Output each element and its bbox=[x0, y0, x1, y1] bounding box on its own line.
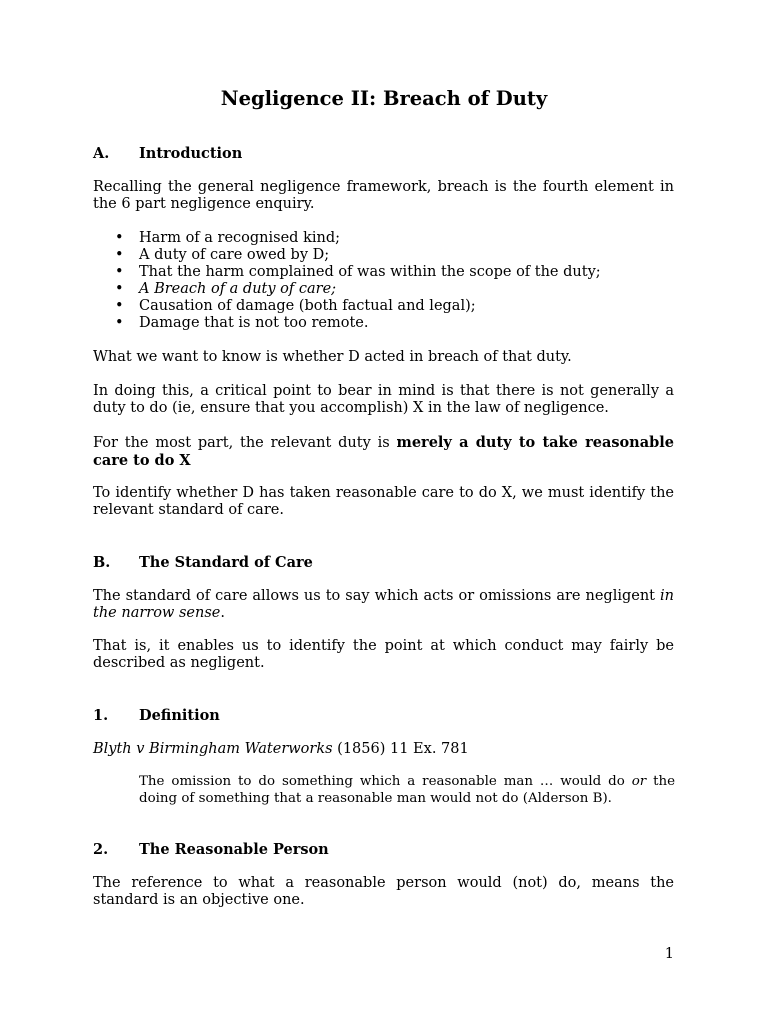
subsection-2-heading bbox=[93, 841, 329, 858]
bullet-icon: • bbox=[115, 247, 124, 263]
section-number: 1. bbox=[93, 707, 109, 724]
paragraph-intro: Recalling the general negligence framework, breach is the fourth element in the 6 part negligence enquiry. bbox=[93, 179, 674, 212]
paragraph-relevant-duty: For the most part, the relevant duty is merely a duty to take reasonable care to do X bbox=[93, 434, 674, 469]
list-item-emphasized: • A Breach of a duty of care; bbox=[115, 281, 337, 297]
section-heading-text: Introduction bbox=[139, 145, 243, 162]
section-b-heading bbox=[93, 554, 313, 571]
emphasis-text: merely a duty to take reasonable care to do X bbox=[93, 434, 674, 469]
block-quote: The omission to do something which a reasonable man … would do or the doing of something that a reasonable man would not do (Alderson B). bbox=[139, 774, 675, 806]
section-heading-text: The Reasonable Person bbox=[139, 841, 329, 858]
bullet-icon: • bbox=[115, 264, 124, 280]
bullet-icon: • bbox=[115, 315, 124, 331]
negligence-elements-list bbox=[115, 230, 675, 332]
list-item: • A duty of care owed by D; bbox=[115, 247, 330, 263]
paragraph-breach-question: What we want to know is whether D acted in breach of that duty. bbox=[93, 349, 572, 365]
section-a-heading bbox=[93, 145, 242, 162]
case-reference: (1856) 11 Ex. 781 bbox=[332, 741, 469, 757]
section-heading-text: The Standard of Care bbox=[139, 554, 313, 571]
subsection-1-heading bbox=[93, 707, 220, 724]
section-number: A. bbox=[93, 145, 110, 162]
paragraph-conduct-negligent: That is, it enables us to identify the point at which conduct may fairly be described as negligent. bbox=[93, 638, 674, 671]
section-heading-text: Definition bbox=[139, 707, 220, 724]
bullet-icon: • bbox=[115, 281, 124, 297]
list-item: • That the harm complained of was within the scope of the duty; bbox=[115, 264, 601, 280]
page-title: Negligence II: Breach of Duty bbox=[220, 87, 548, 110]
bullet-icon: • bbox=[115, 230, 124, 246]
case-citation bbox=[93, 741, 674, 758]
paragraph-standard-of-care: The standard of care allows us to say which acts or omissions are negligent in the narrow sense. bbox=[93, 588, 674, 621]
list-item: • Harm of a recognised kind; bbox=[115, 230, 341, 246]
case-name: Blyth v Birmingham Waterworks bbox=[93, 741, 333, 757]
paragraph-objective-standard: The reference to what a reasonable person would (not) do, means the standard is an objective one. bbox=[93, 875, 674, 908]
list-item: • Damage that is not too remote. bbox=[115, 315, 369, 331]
bullet-icon: • bbox=[115, 298, 124, 314]
section-number: 2. bbox=[93, 841, 109, 858]
list-item: • Causation of damage (both factual and legal); bbox=[115, 298, 476, 314]
paragraph-identify-standard: To identify whether D has taken reasonable care to do X, we must identify the relevant standard of care. bbox=[93, 485, 674, 518]
page-number: 1 bbox=[664, 946, 674, 962]
section-number: B. bbox=[93, 554, 111, 571]
paragraph-critical-point: In doing this, a critical point to bear in mind is that there is not generally a duty to do (ie, ensure that you accomplish) X in the law of negligence. bbox=[93, 383, 674, 416]
